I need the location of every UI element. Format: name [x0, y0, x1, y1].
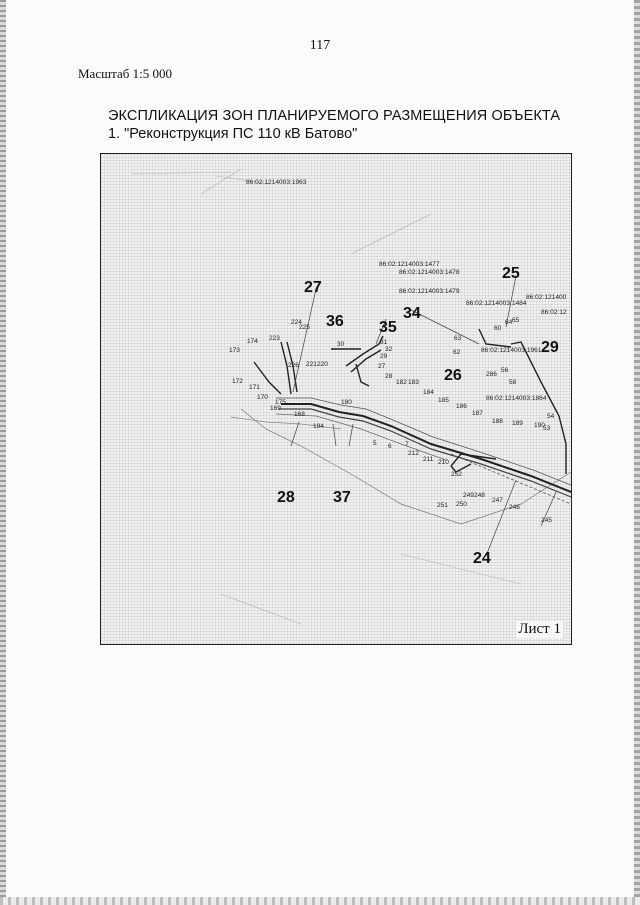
- point-184: 184: [423, 389, 434, 396]
- cadastral-1484: 86:02:1214003:1484: [466, 300, 527, 307]
- point-194: 194: [313, 423, 324, 430]
- point-28: 28: [385, 373, 393, 380]
- zone-26: 26: [444, 367, 462, 384]
- zone-37: 37: [333, 489, 351, 506]
- point-171: 171: [249, 384, 260, 391]
- point-212: 212: [408, 450, 419, 457]
- point-27: 27: [378, 363, 386, 370]
- point-224: 224: [291, 319, 302, 326]
- point-183: 183: [408, 379, 419, 386]
- point-7: 7: [405, 441, 409, 448]
- page-number: 117: [309, 38, 331, 53]
- point-5: 5: [373, 440, 377, 447]
- cadastral-1961: 86:02:1214003:1961: [481, 347, 542, 354]
- point-173: 173: [229, 347, 240, 354]
- point-248: 248: [474, 492, 485, 499]
- point-174: 174: [247, 338, 258, 345]
- background-lines: [131, 169, 521, 624]
- point-210: 210: [438, 459, 449, 466]
- point-53: 53: [543, 425, 551, 432]
- point-168: 168: [294, 411, 305, 418]
- point-58: 58: [509, 379, 517, 386]
- point-65: 65: [512, 317, 520, 324]
- document-title: ЭКСПЛИКАЦИЯ ЗОН ПЛАНИРУЕМОГО РАЗМЕЩЕНИЯ ОБЪЕКТА: [108, 108, 561, 124]
- zone-36: 36: [326, 313, 344, 330]
- point-220: 220: [317, 361, 328, 368]
- zone-25: 25: [502, 265, 520, 282]
- point-223: 223: [269, 335, 280, 342]
- point-63: 63: [454, 335, 462, 342]
- scan-edge-right: [634, 0, 640, 905]
- cadastral-1963: 86:02:1214003:1963: [246, 179, 307, 186]
- cadastral-1478: 86:02:1214003:1478: [399, 269, 460, 276]
- point-170: 170: [257, 394, 268, 401]
- point-180: 180: [341, 399, 352, 406]
- cadastral-1864: 86:02:1214003:1864: [486, 395, 547, 402]
- point-250: 250: [456, 501, 467, 508]
- point-30: 30: [337, 341, 345, 348]
- point-29: 29: [380, 353, 388, 360]
- point-188: 188: [492, 418, 503, 425]
- point-189: 189: [512, 420, 523, 427]
- point-172: 172: [232, 378, 243, 385]
- zone-34: 34: [403, 305, 421, 322]
- cadastral-12: 86:02:12: [541, 309, 567, 316]
- point-182: 182: [396, 379, 407, 386]
- point-247: 247: [492, 497, 503, 504]
- cadastral-1477: 86:02:1214003:1477: [379, 261, 440, 268]
- point-286: 286: [486, 371, 497, 378]
- zone-28: 28: [277, 489, 295, 506]
- point-60: 60: [494, 325, 502, 332]
- scan-edge-left: [0, 0, 6, 905]
- point-226: 226: [288, 362, 299, 369]
- cadastral-1479: 86:02:1214003:1479: [399, 288, 460, 295]
- point-251: 251: [437, 502, 448, 509]
- zone-29: 29: [541, 339, 559, 356]
- document-subtitle: 1. "Реконструкция ПС 110 кВ Батово": [108, 126, 358, 142]
- sheet-label: Лист 1: [518, 621, 561, 637]
- point-32: 32: [385, 346, 393, 353]
- point-225: 225: [299, 324, 310, 331]
- zone-24: 24: [473, 550, 491, 567]
- point-175: 175: [275, 399, 286, 406]
- point-185: 185: [438, 397, 449, 404]
- point-246: 246: [509, 504, 520, 511]
- zone-labels: [277, 265, 559, 567]
- point-169: 169: [270, 405, 281, 412]
- zone-35: 35: [379, 319, 397, 336]
- point-221: 221: [306, 361, 317, 368]
- point-56: 56: [501, 367, 509, 374]
- point-64: 64: [505, 319, 513, 326]
- point-252: 252: [451, 471, 462, 478]
- map-frame: [100, 153, 572, 645]
- point-6: 6: [388, 443, 392, 450]
- point-187: 187: [472, 410, 483, 417]
- point-245: 245: [541, 517, 552, 524]
- point-190: 190: [534, 422, 545, 429]
- scale-label: Масштаб 1:5 000: [78, 66, 172, 81]
- point-54: 54: [547, 413, 555, 420]
- point-211: 211: [423, 456, 434, 463]
- point-249: 249: [463, 492, 474, 499]
- point-62: 62: [453, 349, 461, 356]
- zone-27: 27: [304, 279, 322, 296]
- cadastral-1400: 86:02:121400: [526, 294, 567, 301]
- point-31: 31: [380, 339, 388, 346]
- map-drawing: [101, 154, 571, 644]
- scan-edge-bottom: [0, 897, 640, 905]
- point-186: 186: [456, 403, 467, 410]
